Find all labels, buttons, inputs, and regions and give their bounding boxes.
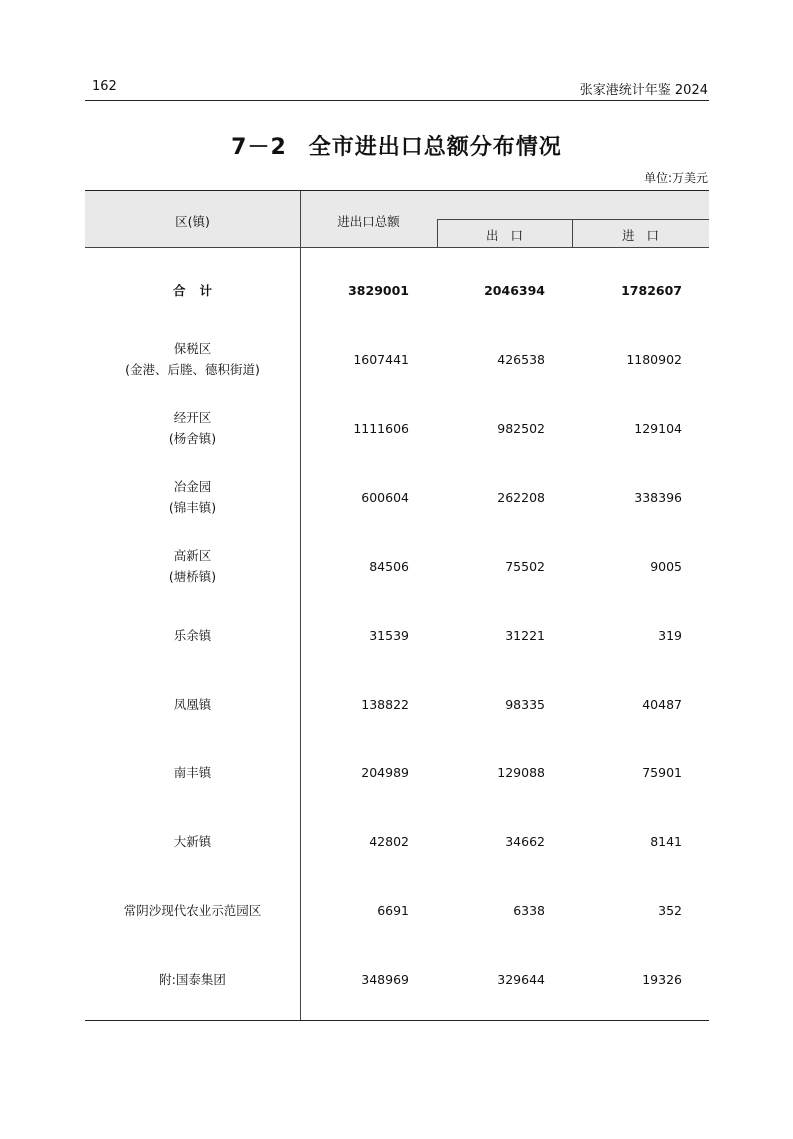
row-export-value: 982502 — [497, 420, 545, 436]
row-import-value: 75901 — [642, 764, 682, 780]
row-region-cell — [85, 959, 300, 999]
table-title-text: 全市进出口总额分布情况 — [308, 135, 562, 160]
row-total-value: 6691 — [377, 902, 409, 918]
column-header-import: 进口 — [621, 228, 671, 243]
table-row — [85, 752, 709, 792]
row-total-value: 84506 — [369, 558, 409, 574]
table-number: 7－2 — [231, 135, 287, 160]
row-import-value: 40487 — [642, 696, 682, 712]
row-total-value: 31539 — [369, 627, 409, 643]
row-import-value: 9005 — [650, 558, 682, 574]
table-title — [0, 130, 793, 161]
row-export-value: 75502 — [505, 558, 545, 574]
row-export-value: 34662 — [505, 833, 545, 849]
row-region-name: 大新镇 — [173, 833, 212, 849]
table-row — [85, 959, 709, 999]
unit-label: 单位:万美元 — [643, 171, 708, 185]
column-header-export: 出口 — [485, 228, 535, 243]
row-total-value: 348969 — [361, 971, 409, 987]
row-total-value: 42802 — [369, 833, 409, 849]
row-export-value: 2046394 — [484, 282, 545, 298]
row-export-value: 426538 — [497, 351, 545, 367]
row-region-subname: (杨舍镇) — [168, 431, 217, 446]
row-region-name: 乐余镇 — [173, 627, 212, 643]
row-total-value: 1607441 — [353, 351, 409, 367]
table-row — [85, 477, 709, 517]
row-region-name: 高新区 — [173, 548, 212, 563]
row-import-value: 19326 — [642, 971, 682, 987]
row-region-cell — [85, 821, 300, 861]
table-header-rule — [85, 247, 709, 248]
row-total-value: 138822 — [361, 696, 409, 712]
row-export-value: 6338 — [513, 902, 545, 918]
table-top-rule — [85, 190, 709, 191]
row-export-value: 98335 — [505, 696, 545, 712]
row-region-cell — [85, 752, 300, 792]
column-header-region: 区(镇) — [175, 214, 210, 229]
row-region-name: 附:国泰集团 — [159, 971, 226, 987]
row-export-value: 31221 — [505, 627, 545, 643]
row-total-value: 1111606 — [353, 420, 409, 436]
table-bottom-rule — [85, 1020, 709, 1021]
row-region-cell — [85, 684, 300, 724]
row-region-cell — [85, 408, 300, 448]
row-region-cell — [85, 615, 300, 655]
row-import-value: 338396 — [634, 489, 682, 505]
row-region-name: 经开区 — [173, 410, 212, 425]
header-rule — [85, 100, 709, 101]
table-row — [85, 408, 709, 448]
row-export-value: 329644 — [497, 971, 545, 987]
row-export-value: 262208 — [497, 489, 545, 505]
book-title: 张家港统计年鉴 2024 — [579, 83, 708, 98]
subheader-rule — [437, 219, 709, 220]
table-row — [85, 821, 709, 861]
row-region-cell — [85, 477, 300, 517]
row-region-name: 冶金园 — [173, 479, 212, 494]
row-total-value: 3829001 — [348, 282, 409, 298]
row-region-name: 凤凰镇 — [173, 696, 212, 712]
row-import-value: 1782607 — [621, 282, 682, 298]
row-region-name: 常阴沙现代农业示范园区 — [123, 902, 262, 918]
row-import-value: 129104 — [634, 420, 682, 436]
table-row — [85, 270, 709, 310]
row-region-cell — [85, 339, 300, 379]
row-region-subname: (塘桥镇) — [168, 569, 217, 584]
row-region-name: 保税区 — [173, 341, 212, 356]
column-header-total: 进出口总额 — [337, 214, 400, 229]
row-region-subname: (金港、后塍、德积街道) — [125, 362, 260, 377]
row-region-cell — [85, 890, 300, 930]
table-row — [85, 615, 709, 655]
row-export-value: 129088 — [497, 764, 545, 780]
row-region-cell — [85, 270, 300, 310]
page-number: 162 — [92, 79, 117, 94]
table-row — [85, 890, 709, 930]
row-region-cell — [85, 546, 300, 586]
table-row — [85, 546, 709, 586]
table-row — [85, 339, 709, 379]
table-row — [85, 684, 709, 724]
row-total-value: 600604 — [361, 489, 409, 505]
row-import-value: 8141 — [650, 833, 682, 849]
row-import-value: 352 — [658, 902, 682, 918]
row-region-name: 南丰镇 — [173, 764, 212, 780]
row-import-value: 1180902 — [626, 351, 682, 367]
row-total-value: 204989 — [361, 764, 409, 780]
row-region-subname: (锦丰镇) — [168, 500, 217, 515]
row-import-value: 319 — [658, 627, 682, 643]
row-region-name: 合计 — [172, 282, 226, 298]
